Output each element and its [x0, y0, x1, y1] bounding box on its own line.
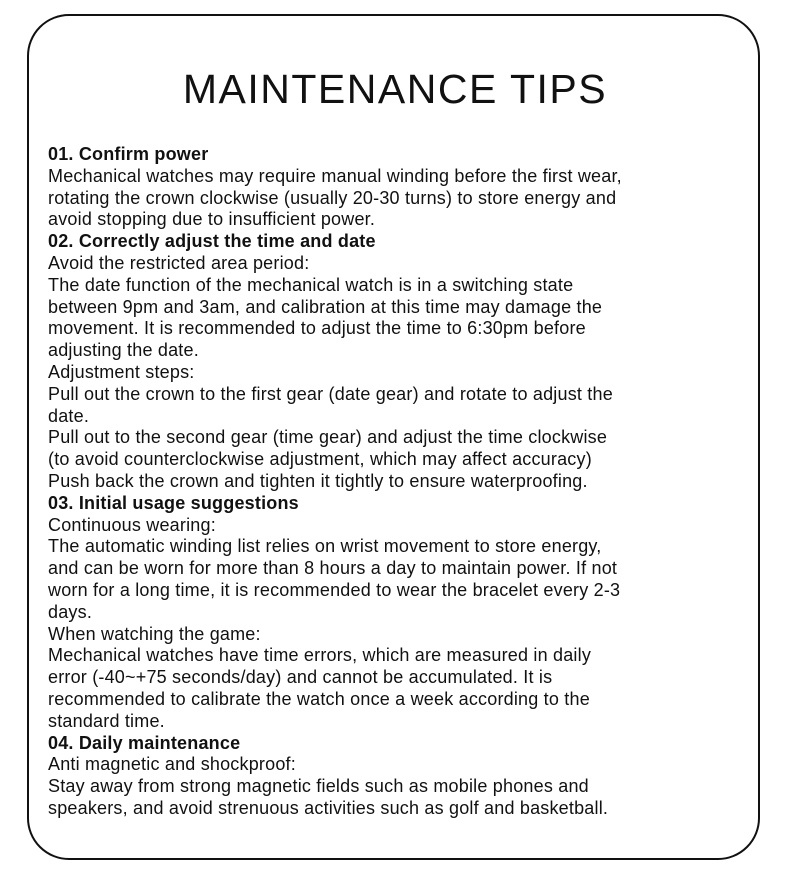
section-heading: 03. Initial usage suggestions — [48, 492, 299, 513]
tip-text-line: days. — [48, 601, 93, 622]
tip-text-line: Pull out to the second gear (time gear) and adjust the time clockwise — [48, 427, 608, 448]
section-heading: 04. Daily maintenance — [48, 732, 241, 753]
tip-text-line: Pull out the crown to the first gear (date gear) and rotate to adjust the — [48, 383, 613, 404]
tip-text-line: (to avoid counterclockwise adjustment, which may affect accuracy) — [48, 449, 592, 470]
tip-text-line: worn for a long time, it is recommended to wear the bracelet every 2-3 — [48, 579, 621, 600]
tip-text-line: Mechanical watches may require manual winding before the first wear, — [48, 165, 622, 186]
tip-text-line: The automatic winding list relies on wrist movement to store energy, — [48, 536, 602, 557]
tip-text-line: Mechanical watches have time errors, which are measured in daily — [48, 645, 592, 666]
tip-text-line: Push back the crown and tighten it tightly to ensure waterproofing. — [48, 470, 588, 491]
tip-text-line: speakers, and avoid strenuous activities such as golf and basketball. — [48, 797, 609, 818]
tip-text-line: recommended to calibrate the watch once a week according to the — [48, 688, 590, 709]
section-heading: 01. Confirm power — [48, 144, 209, 164]
tips-body — [48, 144, 768, 820]
tip-text-line: Continuous wearing: — [48, 514, 216, 535]
tip-text-line: standard time. — [48, 710, 165, 731]
tip-text-line: movement. It is recommended to adjust the time to 6:30pm before — [48, 318, 586, 339]
tip-text-line: When watching the game: — [48, 623, 261, 644]
tip-text-line: and can be worn for more than 8 hours a day to maintain power. If not — [48, 558, 618, 579]
tip-text-line: Avoid the restricted area period: — [48, 252, 310, 273]
tip-text-line: rotating the crown clockwise (usually 20-30 turns) to store energy and — [48, 187, 617, 208]
tip-text-line: The date function of the mechanical watch is in a switching state — [48, 274, 574, 295]
tip-text-line: Stay away from strong magnetic fields such as mobile phones and — [48, 776, 589, 797]
tip-text-line: between 9pm and 3am, and calibration at this time may damage the — [48, 296, 603, 317]
tip-text-line: date. — [48, 405, 90, 426]
section-heading: 02. Correctly adjust the time and date — [48, 231, 376, 252]
tip-text-line: Adjustment steps: — [48, 361, 195, 382]
page-title: MAINTENANCE TIPS — [182, 66, 608, 112]
tip-text-line: error (-40~+75 seconds/day) and cannot be accumulated. It is — [48, 667, 553, 688]
tip-text-line: avoid stopping due to insufficient power. — [48, 209, 376, 230]
tip-text-line: Anti magnetic and shockproof: — [48, 754, 296, 775]
tip-text-line: adjusting the date. — [48, 340, 199, 361]
